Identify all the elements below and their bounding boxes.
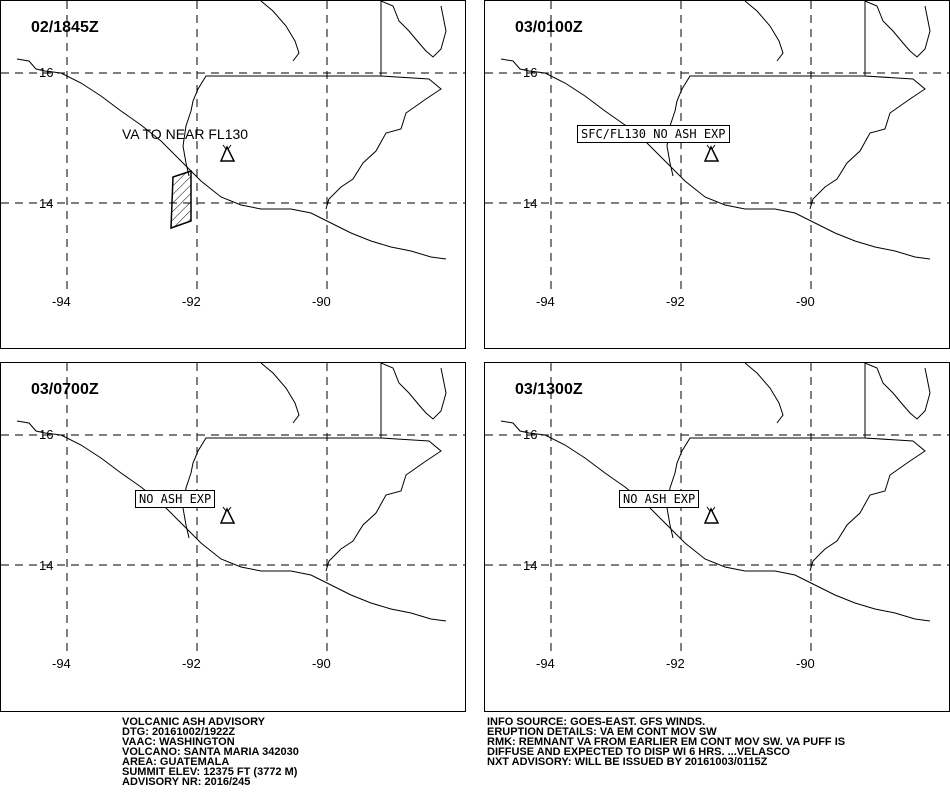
lat-label-14: 14 — [523, 558, 538, 573]
lon-label-90: -90 — [312, 294, 331, 309]
advisory-line: NXT ADVISORY: WILL BE ISSUED BY 20161003/0115Z — [487, 756, 768, 768]
volcano-icon — [705, 507, 718, 523]
forecast-panel-1 — [484, 0, 950, 349]
caribbean-coastline — [865, 1, 930, 57]
panel-time: 02/1845Z — [31, 19, 99, 36]
volcano-icon — [221, 145, 234, 161]
forecast-panel-0 — [0, 0, 466, 349]
lon-label-92: -92 — [666, 294, 685, 309]
caribbean-coastline — [381, 1, 446, 57]
country-border — [675, 438, 865, 473]
country-border — [326, 1, 441, 209]
lon-label-94: -94 — [52, 656, 71, 671]
country-border — [810, 363, 925, 571]
lat-label-16: 16 — [39, 427, 54, 442]
panel-time: 03/1300Z — [515, 381, 583, 398]
lon-label-92: -92 — [182, 294, 201, 309]
advisory-line: INFO SOURCE: GOES-EAST. GFS WINDS. — [487, 716, 706, 728]
gulf-coastline — [261, 1, 299, 61]
advisory-line: ERUPTION DETAILS: VA EM CONT MOV SW — [487, 726, 717, 738]
country-border — [183, 111, 191, 176]
advisory-line: VAAC: WASHINGTON — [122, 736, 235, 748]
country-border — [675, 76, 865, 111]
lon-label-90: -90 — [312, 656, 331, 671]
hatched-ash-polygon — [171, 171, 191, 228]
country-border — [191, 438, 381, 473]
ash-label: SFC/FL130 NO ASH EXP — [577, 125, 730, 143]
gulf-coastline — [745, 363, 783, 423]
advisory-line: SUMMIT ELEV: 12375 FT (3772 M) — [122, 766, 298, 778]
forecast-panel-3 — [484, 362, 950, 712]
gulf-coastline — [745, 1, 783, 61]
gulf-coastline — [261, 363, 299, 423]
lon-label-90: -90 — [796, 656, 815, 671]
volcano-icon — [221, 507, 234, 523]
panel-time: 03/0100Z — [515, 19, 583, 36]
caribbean-coastline — [381, 363, 446, 419]
advisory-line: VOLCANIC ASH ADVISORY — [122, 716, 266, 728]
country-border — [667, 111, 675, 176]
advisory-line: DIFFUSE AND EXPECTED TO DISP WI 6 HRS. ...VELASCO — [487, 746, 790, 758]
lon-label-92: -92 — [182, 656, 201, 671]
advisory-line: DTG: 20161002/1922Z — [122, 726, 236, 738]
pacific-coastline — [501, 59, 930, 259]
pacific-coastline — [17, 421, 446, 621]
advisory-info-left — [122, 717, 299, 787]
ash-label: NO ASH EXP — [135, 490, 215, 508]
lon-label-94: -94 — [536, 656, 555, 671]
advisory-line: RMK: REMNANT VA FROM EARLIER EM CONT MOV SW. VA PUFF IS — [487, 736, 846, 748]
lat-label-16: 16 — [523, 427, 538, 442]
country-border — [191, 76, 381, 111]
ash-label: VA TO NEAR FL130 — [122, 126, 249, 142]
lon-label-90: -90 — [796, 294, 815, 309]
lon-label-92: -92 — [666, 656, 685, 671]
pacific-coastline — [501, 421, 930, 621]
advisory-line: ADVISORY NR: 2016/245 — [122, 776, 251, 788]
country-border — [810, 1, 925, 209]
lat-label-16: 16 — [39, 65, 54, 80]
lat-label-14: 14 — [39, 558, 54, 573]
advisory-line: VOLCANO: SANTA MARIA 342030 — [122, 746, 299, 758]
lat-label-14: 14 — [523, 196, 538, 211]
forecast-panel-2 — [0, 362, 466, 712]
lat-label-14: 14 — [39, 196, 54, 211]
pacific-coastline — [17, 59, 446, 259]
panel-time: 03/0700Z — [31, 381, 99, 398]
lon-label-94: -94 — [52, 294, 71, 309]
lon-label-94: -94 — [536, 294, 555, 309]
lat-label-16: 16 — [523, 65, 538, 80]
ash-label: NO ASH EXP — [619, 490, 699, 508]
country-border — [326, 363, 441, 571]
caribbean-coastline — [865, 363, 930, 419]
volcano-icon — [705, 145, 718, 161]
advisory-line: AREA: GUATEMALA — [122, 756, 230, 768]
advisory-info-right — [487, 717, 845, 767]
